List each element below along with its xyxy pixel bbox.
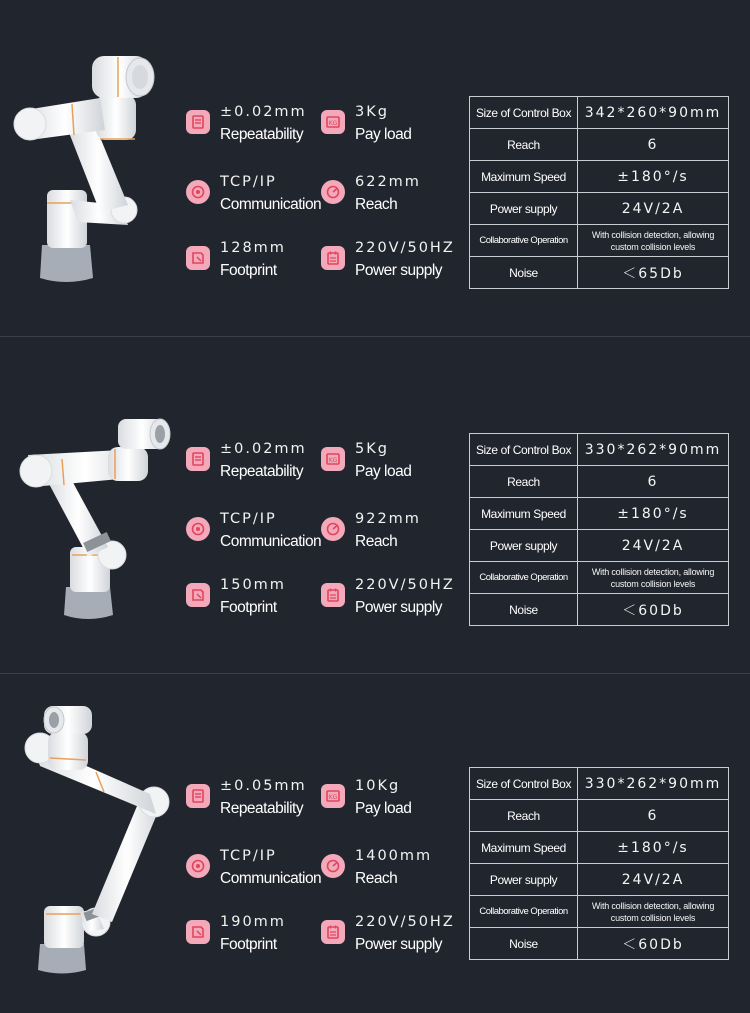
communication-icon — [186, 180, 210, 204]
spec-value: With collision detection, allowing custom collision levels — [578, 896, 729, 928]
repeatability-icon — [186, 110, 210, 134]
feature-power — [321, 240, 455, 290]
communication-icon — [186, 854, 210, 878]
feature-value: 3Kg — [355, 104, 389, 120]
spec-value: ±180°/s — [578, 498, 729, 530]
spec-key: Maximum Speed — [470, 498, 578, 530]
feature-footprint — [186, 577, 316, 627]
power-icon — [321, 920, 345, 944]
robot-arm-image — [0, 0, 180, 334]
feature-power — [321, 577, 455, 627]
feature-reach — [321, 174, 451, 224]
feature-label: Repeatability — [220, 126, 304, 143]
spec-value: ＜60Db — [578, 928, 729, 960]
payload-icon — [321, 784, 345, 808]
footprint-icon — [186, 246, 210, 270]
spec-value: ＜65Db — [578, 257, 729, 289]
feature-label: Communication — [220, 196, 322, 213]
feature-value: 128mm — [220, 240, 286, 256]
spec-key: Size of Control Box — [470, 768, 578, 800]
spec-row — [470, 498, 729, 530]
feature-label: Repeatability — [220, 463, 304, 480]
power-icon — [321, 246, 345, 270]
feature-value: 1400mm — [355, 848, 433, 864]
feature-label: Reach — [355, 533, 398, 550]
feature-value: 220V/50HZ — [355, 914, 455, 930]
spec-value: 330*262*90mm — [578, 768, 729, 800]
robot-arm-image — [0, 337, 180, 671]
communication-icon — [186, 517, 210, 541]
spec-row — [470, 466, 729, 498]
spec-row — [470, 530, 729, 562]
svg-text:KG: KG — [328, 120, 338, 127]
spec-key: Collaborative Operation — [470, 225, 578, 257]
feature-value: TCP/IP — [220, 174, 277, 190]
feature-value: 5Kg — [355, 441, 389, 457]
spec-row — [470, 434, 729, 466]
feature-label: Footprint — [220, 599, 277, 616]
spec-key: Collaborative Operation — [470, 562, 578, 594]
feature-value: 922mm — [355, 511, 421, 527]
spec-value: ±180°/s — [578, 832, 729, 864]
spec-value: 6 — [578, 129, 729, 161]
feature-value: 622mm — [355, 174, 421, 190]
spec-row — [470, 896, 729, 928]
feature-label: Pay load — [355, 800, 412, 817]
feature-value: 190mm — [220, 914, 286, 930]
feature-repeatability — [186, 778, 316, 828]
feature-repeatability — [186, 104, 316, 154]
svg-text:KG: KG — [328, 457, 338, 464]
repeatability-icon — [186, 784, 210, 808]
feature-label: Pay load — [355, 126, 412, 143]
spec-key: Noise — [470, 928, 578, 960]
spec-value: With collision detection, allowing custom collision levels — [578, 225, 729, 257]
feature-payload — [321, 778, 451, 828]
feature-reach — [321, 848, 451, 898]
feature-label: Footprint — [220, 936, 277, 953]
feature-value: ±0.02mm — [220, 441, 307, 457]
spec-key: Power supply — [470, 193, 578, 225]
feature-value: 10Kg — [355, 778, 401, 794]
spec-value: 24V/2A — [578, 864, 729, 896]
feature-label: Reach — [355, 196, 398, 213]
spec-row — [470, 161, 729, 193]
product-section-1 — [0, 0, 750, 334]
feature-value: ±0.02mm — [220, 104, 307, 120]
spec-key: Reach — [470, 129, 578, 161]
power-icon — [321, 583, 345, 607]
spec-key: Reach — [470, 800, 578, 832]
feature-reach — [321, 511, 451, 561]
spec-row — [470, 800, 729, 832]
spec-value: 330*262*90mm — [578, 434, 729, 466]
feature-label: Footprint — [220, 262, 277, 279]
product-section-2 — [0, 337, 750, 671]
spec-key: Noise — [470, 594, 578, 626]
payload-icon — [321, 110, 345, 134]
footprint-icon — [186, 583, 210, 607]
reach-icon — [321, 180, 345, 204]
spec-key: Noise — [470, 257, 578, 289]
spec-row — [470, 97, 729, 129]
feature-payload — [321, 441, 451, 491]
repeatability-icon — [186, 447, 210, 471]
payload-icon — [321, 447, 345, 471]
spec-value: 6 — [578, 800, 729, 832]
spec-table — [469, 96, 729, 289]
spec-row — [470, 594, 729, 626]
spec-row — [470, 225, 729, 257]
spec-key: Power supply — [470, 864, 578, 896]
robot-arm-image — [0, 674, 180, 1008]
feature-label: Power supply — [355, 599, 443, 616]
spec-key: Maximum Speed — [470, 832, 578, 864]
spec-value: 6 — [578, 466, 729, 498]
feature-label: Communication — [220, 870, 322, 887]
spec-row — [470, 129, 729, 161]
feature-footprint — [186, 240, 316, 290]
feature-communication — [186, 174, 322, 224]
feature-value: ±0.05mm — [220, 778, 307, 794]
spec-row — [470, 562, 729, 594]
feature-label: Communication — [220, 533, 322, 550]
spec-row — [470, 193, 729, 225]
product-section-3 — [0, 674, 750, 1008]
footprint-icon — [186, 920, 210, 944]
spec-value: ＜60Db — [578, 594, 729, 626]
feature-communication — [186, 511, 322, 561]
feature-value: 220V/50HZ — [355, 577, 455, 593]
spec-key: Maximum Speed — [470, 161, 578, 193]
spec-row — [470, 768, 729, 800]
spec-row — [470, 928, 729, 960]
feature-footprint — [186, 914, 316, 964]
spec-table — [469, 433, 729, 626]
spec-key: Reach — [470, 466, 578, 498]
spec-key: Collaborative Operation — [470, 896, 578, 928]
feature-label: Reach — [355, 870, 398, 887]
feature-value: 220V/50HZ — [355, 240, 455, 256]
feature-repeatability — [186, 441, 316, 491]
spec-value: 24V/2A — [578, 530, 729, 562]
reach-icon — [321, 854, 345, 878]
spec-key: Size of Control Box — [470, 434, 578, 466]
spec-value: ±180°/s — [578, 161, 729, 193]
reach-icon — [321, 517, 345, 541]
spec-table — [469, 767, 729, 960]
feature-power — [321, 914, 455, 964]
feature-value: 150mm — [220, 577, 286, 593]
spec-key: Size of Control Box — [470, 97, 578, 129]
spec-value: With collision detection, allowing custom collision levels — [578, 562, 729, 594]
spec-row — [470, 257, 729, 289]
feature-label: Repeatability — [220, 800, 304, 817]
svg-text:KG: KG — [328, 794, 338, 801]
spec-row — [470, 832, 729, 864]
feature-value: TCP/IP — [220, 848, 277, 864]
spec-value: 24V/2A — [578, 193, 729, 225]
spec-row — [470, 864, 729, 896]
feature-value: TCP/IP — [220, 511, 277, 527]
feature-communication — [186, 848, 322, 898]
feature-label: Power supply — [355, 262, 443, 279]
spec-key: Power supply — [470, 530, 578, 562]
spec-value: 342*260*90mm — [578, 97, 729, 129]
feature-payload — [321, 104, 451, 154]
feature-label: Power supply — [355, 936, 443, 953]
feature-label: Pay load — [355, 463, 412, 480]
